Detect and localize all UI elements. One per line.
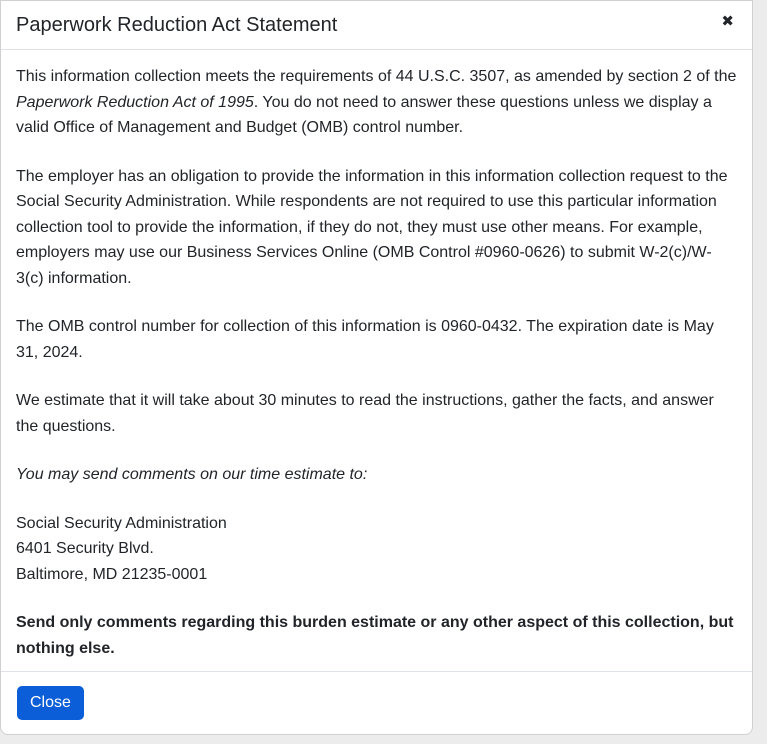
paragraph-employer-obligation: The employer has an obligation to provide the information in this information collection request to the Social Security Administration. While respondents are not required to use this particular information collection tool to provide the information, if they do not, they must use other means. For example, employers may use our Business Services Online (OMB Control #0960-0626) to submit W-2(c)/W-3(c) information.: [16, 167, 728, 287]
address-line-street: 6401 Security Blvd.: [16, 540, 154, 557]
close-icon: ✖: [721, 12, 734, 30]
usc-requirements-text-after: . You do not need to answer these questions unless we display a valid Office of Management and Budget (OMB) control number.: [16, 93, 712, 136]
paragraph-usc-requirements: [16, 64, 737, 141]
address-line-city-state-zip: Baltimore, MD 21235-0001: [16, 565, 208, 583]
modal-body: [1, 50, 752, 671]
paragraph-send-only-comments: Send only comments regarding this burden estimate or any other aspect of this collection, but nothing else.: [16, 614, 734, 657]
paragraph-omb-control-number: The OMB control number for collection of this information is 0960-0432. The expiration date is May 31, 2024.: [16, 318, 714, 361]
modal-footer: [1, 671, 752, 734]
address-block: [16, 511, 737, 588]
modal-header: [1, 1, 752, 50]
paragraph-comments-invitation: You may send comments on our time estimate to:: [16, 466, 368, 483]
paperwork-reduction-act-1995-italic: Paperwork Reduction Act of 1995: [16, 93, 254, 111]
close-button[interactable]: Close: [17, 686, 84, 720]
paragraph-time-estimate: We estimate that it will take about 30 minutes to read the instructions, gather the facts, and answer the questions.: [16, 392, 714, 435]
usc-requirements-text-before: This information collection meets the requirements of 44 U.S.C. 3507, as amended by section 2 of the: [16, 68, 737, 85]
modal-title: Paperwork Reduction Act Statement: [16, 14, 338, 36]
address-line-organization: Social Security Administration: [16, 514, 227, 532]
modal-close-button[interactable]: [713, 12, 742, 31]
